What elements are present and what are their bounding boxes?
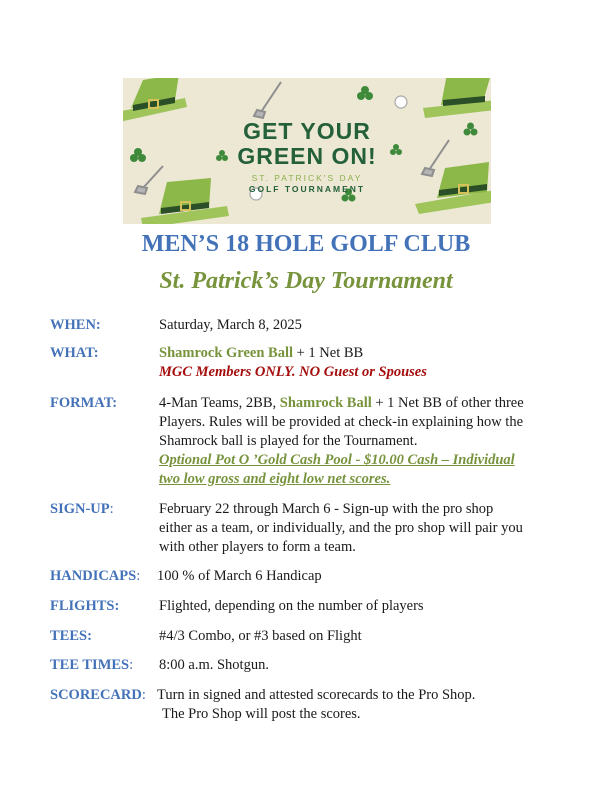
format-label: FORMAT: (50, 395, 118, 411)
handicaps-label (50, 568, 140, 585)
tee-times-label (50, 657, 133, 674)
tournament-banner (123, 78, 491, 224)
flights-label: FLIGHTS: (50, 598, 120, 614)
signup-line: February 22 through March 6 - Sign-up with the pro shop (159, 501, 494, 517)
scorecard-line: The Pro Shop will post the scores. (162, 706, 361, 722)
scorecard-label (50, 687, 146, 704)
when-label: WHEN: (50, 317, 101, 333)
handicaps-label-colon: : (136, 568, 141, 584)
members-only-note: MGC Members ONLY. NO Guest or Spouses (159, 364, 427, 380)
signup-label (50, 501, 114, 518)
leprechaun-hat-icon (123, 78, 187, 122)
pot-o-gold-note: Optional Pot O ’Gold Cash Pool - $10.00 Cash – Individual (159, 452, 515, 468)
banner-subline: GOLF TOURNAMENT (248, 184, 366, 194)
page-subtitle: St. Patrick’s Day Tournament (159, 268, 453, 294)
page-title: MEN’S 18 HOLE GOLF CLUB (141, 231, 471, 257)
flights-value: Flighted, depending on the number of players (159, 598, 424, 614)
banner-headline: GET YOUR (243, 118, 371, 144)
signup-label-colon: : (109, 501, 114, 517)
banner-headline: GREEN ON! (237, 143, 377, 169)
scorecard-label-colon: : (141, 687, 146, 703)
pot-o-gold-note: two low gross and eight low net scores. (159, 471, 391, 487)
tee-times-value: 8:00 a.m. Shotgun. (159, 657, 269, 673)
signup-line: either as a team, or individually, and the pro shop will pair you (159, 520, 523, 536)
shamrock-green-ball-text: Shamrock Green Ball (159, 345, 293, 361)
leprechaun-hat-icon (423, 78, 491, 118)
handicaps-value: 100 % of March 6 Handicap (157, 568, 322, 584)
format-text: + 1 Net BB of other three (371, 395, 524, 411)
tee-times-label-text: TEE TIMES (50, 657, 130, 673)
format-line (159, 396, 524, 411)
scorecard-label-text: SCORECARD (50, 687, 142, 703)
signup-label-text: SIGN-UP (50, 501, 110, 517)
tees-label: TEES: (50, 628, 92, 644)
shamrock-ball-text: Shamrock Ball (279, 395, 372, 411)
banner-subline: ST. PATRICK'S DAY (251, 173, 363, 183)
what-label: WHAT: (50, 345, 99, 361)
format-line: Players. Rules will be provided at check-in explaining how the (159, 414, 524, 430)
format-line: Shamrock ball is played for the Tournament. (159, 433, 418, 449)
what-value (159, 346, 363, 361)
when-value: Saturday, March 8, 2025 (159, 317, 302, 333)
signup-line: with other players to form a team. (159, 539, 356, 555)
tees-value: #4/3 Combo, or #3 based on Flight (159, 628, 362, 644)
what-value-rest: + 1 Net BB (293, 345, 364, 361)
handicaps-label-text: HANDICAPS (50, 568, 137, 584)
tee-times-label-colon: : (129, 657, 134, 673)
format-text: 4-Man Teams, 2BB, (159, 395, 280, 411)
scorecard-line: Turn in signed and attested scorecards to the Pro Shop. (157, 687, 476, 703)
